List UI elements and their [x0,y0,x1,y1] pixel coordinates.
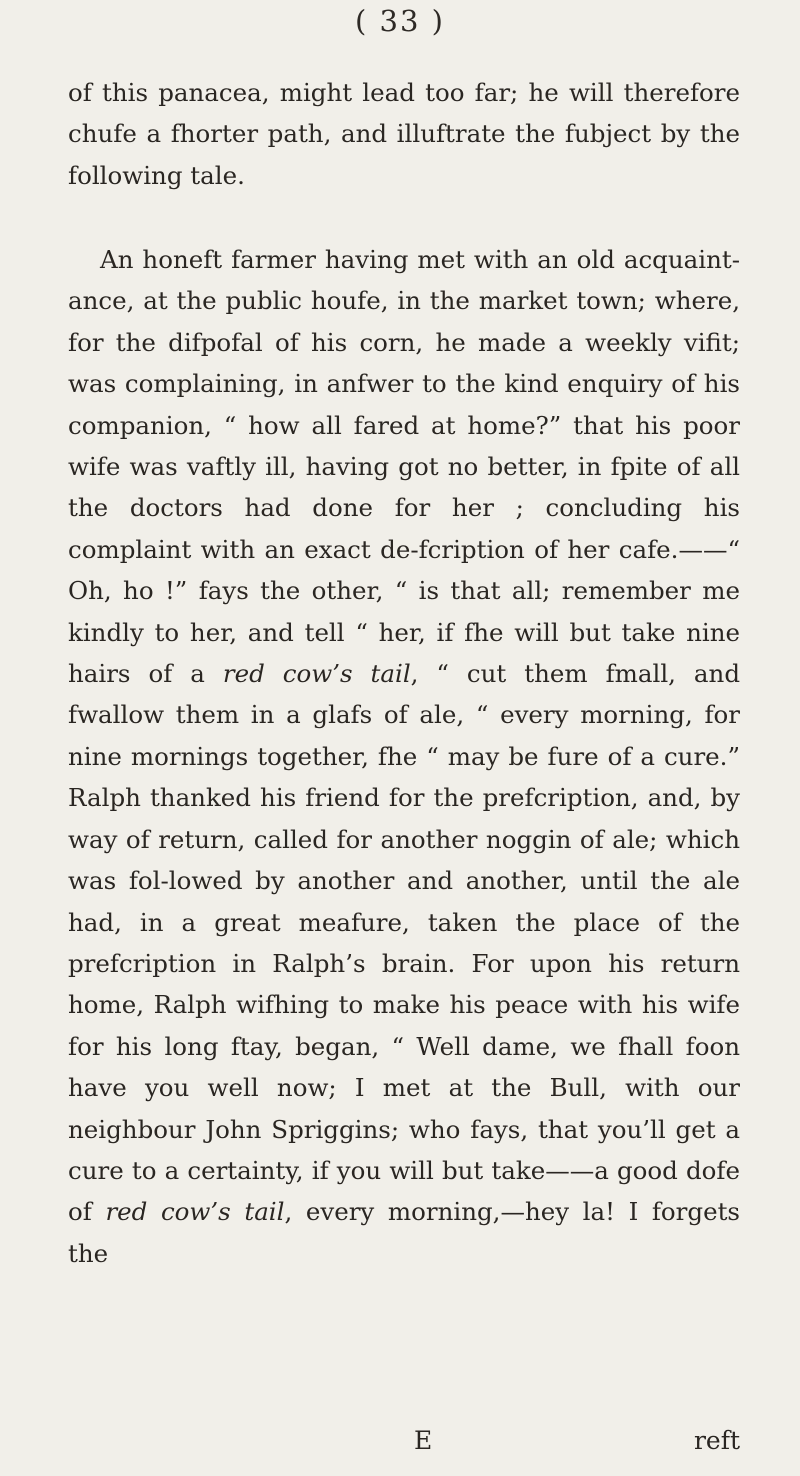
paragraph-2-text-a: An honeft farmer having met with an old acquaint-ance, at the public houfe, in the market town; where, for the difpofal of his corn, he made a weekly vifit; was complaining, in anfwer to the kind enquiry of his companion, “ how all fared at home?” that his poor wife was vaftly ill, having got no better, in fpite of all the doctors had done for her ; concluding his complaint with an exact de-fcription of her cafe.——“ Oh, ho !” fays the other, “ is that all; remember me kindly to her, and tell “ her, if fhe will but take nine hairs of a [68,245,740,689]
italic-phrase-1: red cow’s tail [222,659,411,689]
footer-line [68,1426,740,1466]
page-number: ( 33 ) [355,4,445,38]
paragraph-1: of this panacea, might lead too far; he will therefore chufe a fhorter path, and illuftrate the fubject by the following tale. [68,78,740,190]
catchword: reft [693,1426,740,1455]
paragraph-2-text-c: , every morning,—hey la! I forgets the [68,1197,740,1268]
signature-mark: E [414,1426,433,1455]
italic-phrase-2: red cow’s tail [105,1197,285,1227]
paragraph-2 [68,239,740,1274]
paragraph-2-text-b: , “ cut them fmall, and fwallow them in a glafs of ale, “ every morning, for nine mornings together, fhe “ may be fure of a cure.” Ralph thanked his friend for the prefcription, and, by way of return, called for another noggin of ale; which was fol-lowed by another and another, until the ale had, in a great meafure, taken the place of the prefcription in Ralph’s brain. For upon his return home, Ralph wifhing to make his peace with his wife for his long ftay, began, “ Well dame, we fhall foon have you well now; I met at the Bull, with our neighbour John Spriggins; who fays, that you’ll get a cure to a certainty, if you will but take——a good dofe of [68,659,740,1227]
